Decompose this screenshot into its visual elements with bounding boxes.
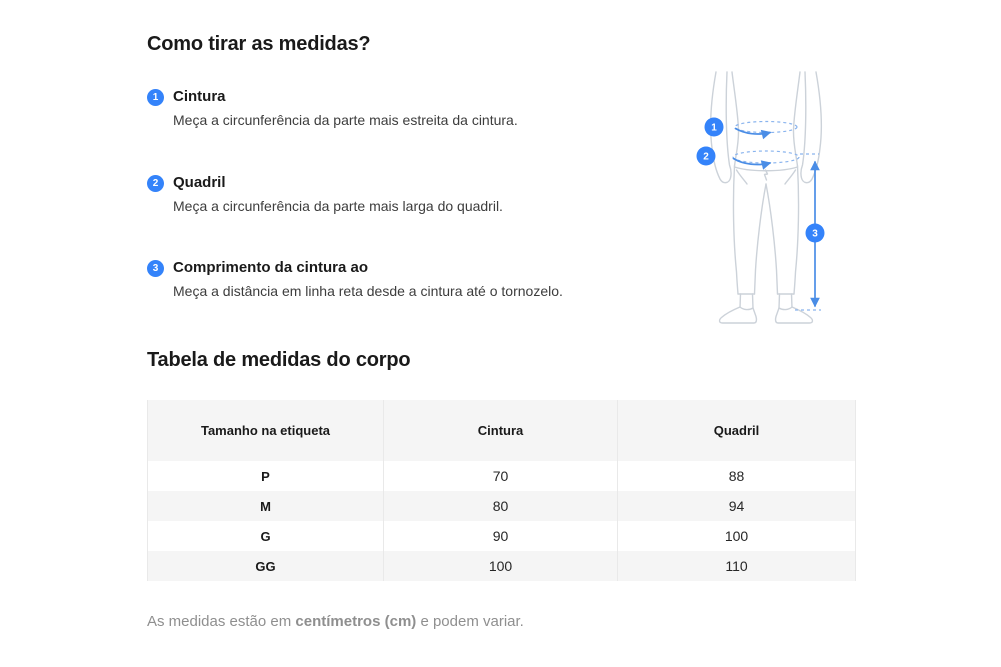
table-row-p [148, 461, 856, 491]
size-label-cell: M [148, 491, 384, 521]
table-row-m [148, 491, 856, 521]
figure-marker-1 [705, 118, 724, 137]
step-2-badge: 2 [147, 175, 164, 192]
quadril-value-cell: 110 [618, 551, 856, 581]
table-body [148, 461, 856, 581]
measure-item-label: Quadril [173, 174, 226, 191]
cintura-value-cell: 90 [384, 521, 618, 551]
how-to-title: Como tirar as medidas? [147, 33, 371, 55]
table-header [148, 400, 856, 461]
cintura-value-cell: 70 [384, 461, 618, 491]
table-row-g [148, 521, 856, 551]
measure-item-quadril [147, 174, 503, 215]
table-row-gg [148, 551, 856, 581]
measure-item-description: Meça a distância em linha reta desde a cintura até o tornozelo. [173, 283, 563, 299]
svg-text:2: 2 [703, 151, 709, 163]
column-header-cintura: Cintura [384, 400, 618, 461]
quadril-value-cell: 94 [618, 491, 856, 521]
figure-marker-3 [806, 224, 825, 243]
quadril-value-cell: 100 [618, 521, 856, 551]
waist-measure-arrow [735, 122, 797, 135]
measure-item-text [173, 174, 503, 215]
size-table-title: Tabela de medidas do corpo [147, 349, 411, 371]
measurement-disclaimer [147, 612, 524, 631]
measure-item-cintura [147, 88, 518, 129]
column-header-tamanho: Tamanho na etiqueta [148, 400, 384, 461]
body-measures-table [147, 400, 856, 581]
disclaimer-text-bold: centímetros (cm) [295, 613, 417, 630]
disclaimer-text-before: As medidas estão em [147, 613, 296, 630]
step-3-badge: 3 [147, 260, 164, 277]
column-header-quadril: Quadril [618, 400, 856, 461]
hip-measure-arrow [733, 151, 799, 165]
measure-item-label: Comprimento da cintura ao [173, 259, 369, 276]
person-outline-figure [711, 72, 822, 323]
svg-text:3: 3 [812, 228, 818, 240]
measure-item-description: Meça a circunferência da parte mais larga do quadril. [173, 198, 503, 214]
figure-marker-2 [697, 147, 716, 166]
size-label-cell: GG [148, 551, 384, 581]
measure-item-text [173, 88, 518, 129]
table-header-row [148, 400, 856, 461]
cintura-value-cell: 80 [384, 491, 618, 521]
measure-item-text [173, 259, 563, 300]
size-label-cell: G [148, 521, 384, 551]
cintura-value-cell: 100 [384, 551, 618, 581]
disclaimer-text-after: e podem variar. [416, 613, 524, 630]
quadril-value-cell: 88 [618, 461, 856, 491]
size-label-cell: P [148, 461, 384, 491]
measure-item-label: Cintura [173, 88, 226, 105]
step-1-badge: 1 [147, 89, 164, 106]
svg-text:1: 1 [711, 122, 717, 134]
measure-item-comprimento [147, 259, 563, 300]
measure-item-description: Meça a circunferência da parte mais estreita da cintura. [173, 112, 518, 128]
body-measurement-illustration [688, 70, 866, 336]
